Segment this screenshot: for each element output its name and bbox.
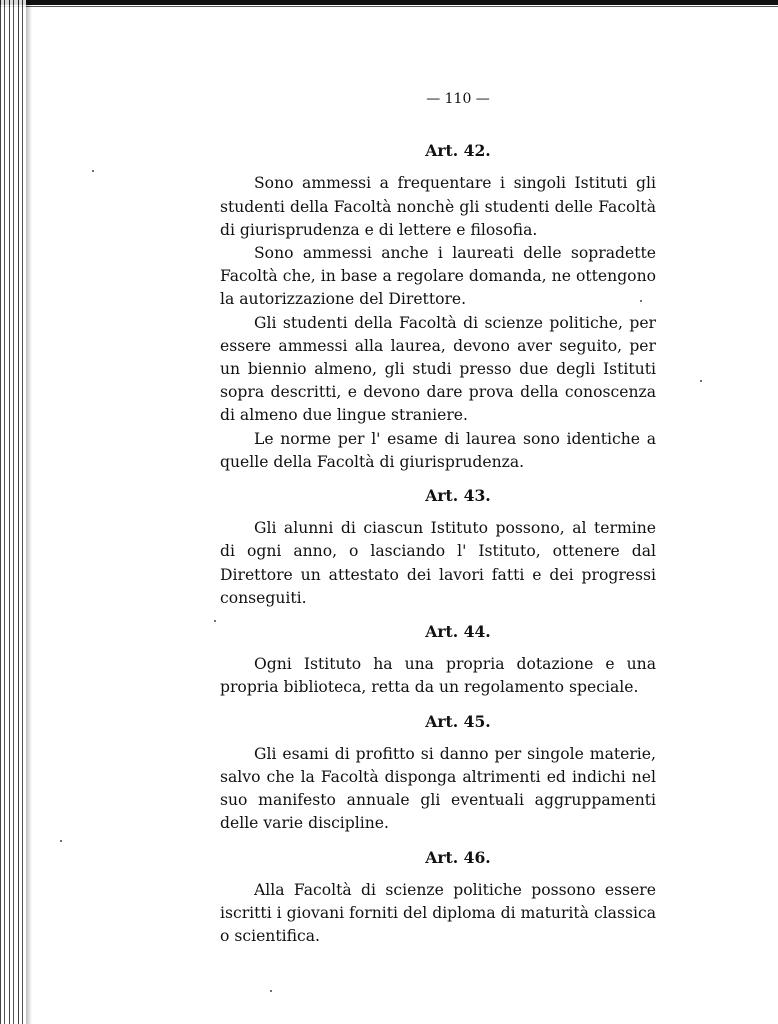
article-43 (220, 484, 656, 610)
paragraph: Alla Facoltà di scienze politiche possono essere iscritti i giovani forniti del diploma di maturità classica o scientifica. (220, 880, 656, 946)
paragraph: Ogni Istituto ha una propria dotazione e una propria biblioteca, retta da un regolamento speciale. (220, 655, 656, 697)
article-45 (220, 710, 656, 836)
article-heading: Art. 43. (425, 486, 491, 506)
scan-speck (700, 380, 702, 382)
book-binding-edge (0, 0, 26, 1024)
page-number: — 110 — (426, 91, 490, 107)
article-42 (220, 139, 656, 474)
paragraph: Le norme per l' esame di laurea sono identiche a quelle della Facoltà di giurisprudenza. (220, 429, 656, 471)
article-heading: Art. 42. (425, 141, 491, 161)
scan-top-edge (0, 0, 778, 5)
scan-speck (270, 990, 272, 992)
scan-speck (60, 840, 62, 842)
article-heading: Art. 46. (425, 847, 491, 867)
article-44 (220, 620, 656, 700)
paragraph: Gli esami di profitto si danno per singole materie, salvo che la Facoltà disponga altrimenti ed indichi nel suo manifesto annuale gli eventuali aggruppamenti delle varie discipline. (220, 744, 656, 833)
scan-top-edge-line (0, 6, 778, 7)
article-heading: Art. 44. (425, 622, 491, 642)
scan-speck (92, 170, 94, 172)
scan-speck (214, 620, 216, 622)
paragraph: Sono ammessi a frequentare i singoli Istituti gli studenti della Facoltà nonchè gli studenti delle Facoltà di giurisprudenza e di lettere e filosofia. (220, 174, 656, 239)
document-page (220, 88, 656, 949)
article-46 (220, 846, 656, 949)
binding-shadow (26, 0, 32, 1024)
article-heading: Art. 45. (425, 711, 491, 731)
paragraph: Gli studenti della Facoltà di scienze politiche, per essere ammessi alla laurea, devono aver seguito, per un biennio almeno, gli studi presso due degli Istituti sopra descritti, e devono dare prova della conoscenza di almeno due lingue straniere. (220, 313, 656, 425)
paragraph: Sono ammessi anche i laureati delle sopradette Facoltà che, in base a regolare domanda, ne ottengono la autorizzazione del Direttore. (220, 244, 656, 309)
paragraph: Gli alunni di ciascun Istituto possono, al termine di ogni anno, o lasciando l' Istituto, ottenere dal Direttore un attestato dei lavori fatti e dei progressi conseguiti. (220, 519, 656, 607)
